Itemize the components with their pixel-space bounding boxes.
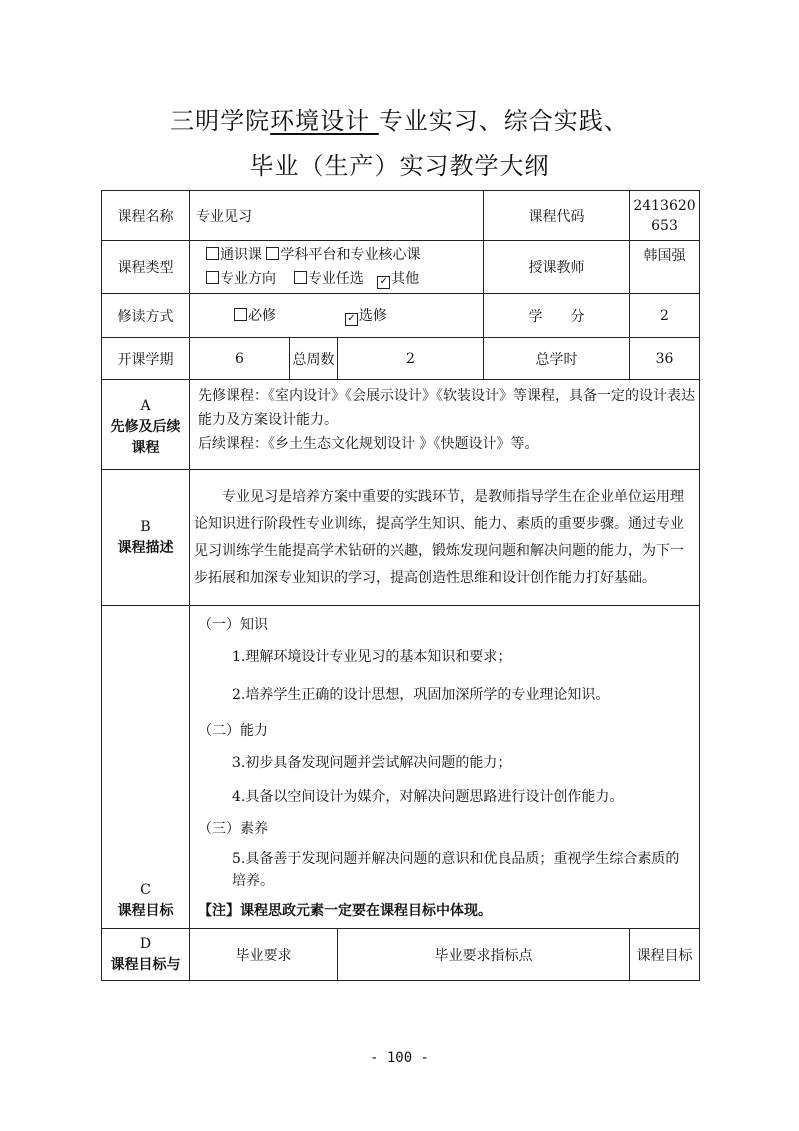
checkbox-elective-mode[interactable] [345,308,387,324]
section-a-row [102,380,700,470]
study-mode-options [190,294,484,338]
section-letter: B [140,518,151,535]
goal-item: 1.理解环境设计专业见习的基本知识和要求； [232,649,512,665]
course-description: 专业见习是培养方案中重要的实践环节，是教师指导学生在企业单位运用理论知识进行阶段性专业训练，提高学生知识、能力、素质的重要步骤。通过专业见习训练学生能提高学术钻研的兴趣，锻炼发现问题和解决问题的能力，为下一步拓展和加深专业知识的学习，提高创造性思维和设计创作能力打好基础。 [194,488,684,586]
note [198,900,687,922]
goal-item: 3.初步具备发现问题并尝试解决问题的能力； [232,755,512,771]
course-type-label: 课程类型 [102,241,190,294]
goal-item: 5.具备善于发现问题并解决问题的意识和优良品质；重视学生综合素质的培养。 [232,851,680,889]
section-b-row [102,470,700,606]
title-major-underlined: 环境设计 [270,107,379,135]
unchecked-box-icon [294,271,307,284]
title-suffix: 专业实习、综合实践、 [378,107,629,135]
section-a-content [190,380,700,470]
teacher-value: 韩国强 [630,241,700,294]
checkbox-required[interactable] [234,308,276,324]
section-d-row [102,929,700,981]
follow-up-courses: 后续课程：《乡土生态文化规划设计 》《快题设计》等。 [198,436,539,452]
section-title-cont: 课程 [131,440,160,456]
course-code-part-2: 653 [651,217,678,234]
unchecked-box-icon [234,308,247,321]
option-label: 必修 [248,308,276,324]
hours-label: 总学时 [484,338,630,380]
option-label: 其他 [391,271,420,287]
credit-label: 学 分 [484,294,630,338]
goal-heading-knowledge: （一）知识 [198,617,268,633]
checkbox-core[interactable] [266,247,420,263]
course-name-label: 课程名称 [102,191,190,241]
section-title: 课程描述 [117,539,174,556]
checkbox-general[interactable] [206,247,262,263]
checkbox-direction[interactable] [206,271,276,287]
term-value: 6 [190,338,290,380]
option-label: 选修 [358,308,387,324]
note-bracket: 【注】 [198,903,240,919]
option-label: 专业任选 [307,271,364,287]
option-label: 专业方向 [220,271,276,287]
col-requirement-indicator: 毕业要求指标点 [338,929,630,981]
course-type-options [190,241,484,294]
section-title: 课程目标 [117,903,174,919]
option-label: 学科平台和专业核心课 [280,247,421,263]
row-term [102,338,700,380]
term-label: 开课学期 [102,338,190,380]
checkbox-other[interactable] [377,271,419,287]
teacher-label: 授课教师 [484,241,630,294]
col-course-goal: 课程目标 [630,929,700,981]
section-letter: A [140,398,151,414]
unchecked-box-icon [206,247,219,260]
section-c-content [190,606,700,929]
hours-value: 36 [630,338,700,380]
title-prefix: 三明学院 [170,107,271,135]
study-mode-label: 修读方式 [102,294,190,338]
checkbox-elective[interactable] [294,271,364,287]
goal-item: 2.培养学生正确的设计思想，巩固加深所学的专业理论知识。 [232,687,610,703]
row-course-type [102,241,700,294]
unchecked-box-icon [266,247,279,260]
page-title-line-1 [0,101,799,136]
section-b-label [102,470,190,606]
course-code-part-1: 2413620 [633,197,696,214]
section-a-label [102,380,190,470]
goal-heading-quality: （三）素养 [198,821,268,837]
section-letter: C [140,882,151,898]
checked-box-icon: ✓ [377,276,390,289]
syllabus-table [101,190,700,981]
option-label: 通识课 [220,247,262,263]
page-title-line-2: 毕业（生产）实习教学大纲 [249,152,550,180]
goal-item: 4.具备以空间设计为媒介，对解决问题思路进行设计创作能力。 [232,789,624,805]
section-c-row [102,606,700,929]
weeks-value: 2 [338,338,484,380]
section-letter: D [139,935,152,952]
course-code-value [630,191,700,241]
credit-value: 2 [630,294,700,338]
row-course-name [102,191,700,241]
section-title: 先修及后续 [110,419,181,435]
section-c-label [102,606,190,929]
weeks-label: 总周数 [290,338,338,380]
section-d-label [102,929,190,981]
course-name-value: 专业见习 [190,191,484,241]
note-text: 课程思政元素一定要在课程目标中体现。 [240,903,492,919]
section-title: 课程目标与 [110,956,181,973]
page-number: - 100 - [369,1050,429,1066]
checked-box-icon: ✓ [345,313,358,326]
prerequisite-courses: 先修课程：《室内设计》《会展示设计》《软装设计》等课程，具备一定的设计表达能力及方案设计能力。 [198,388,695,428]
course-code-label: 课程代码 [484,191,630,241]
section-b-content [190,470,700,606]
goal-heading-ability: （二）能力 [198,723,268,739]
row-study-mode [102,294,700,338]
col-graduation-requirement: 毕业要求 [190,929,338,981]
unchecked-box-icon [206,271,219,284]
